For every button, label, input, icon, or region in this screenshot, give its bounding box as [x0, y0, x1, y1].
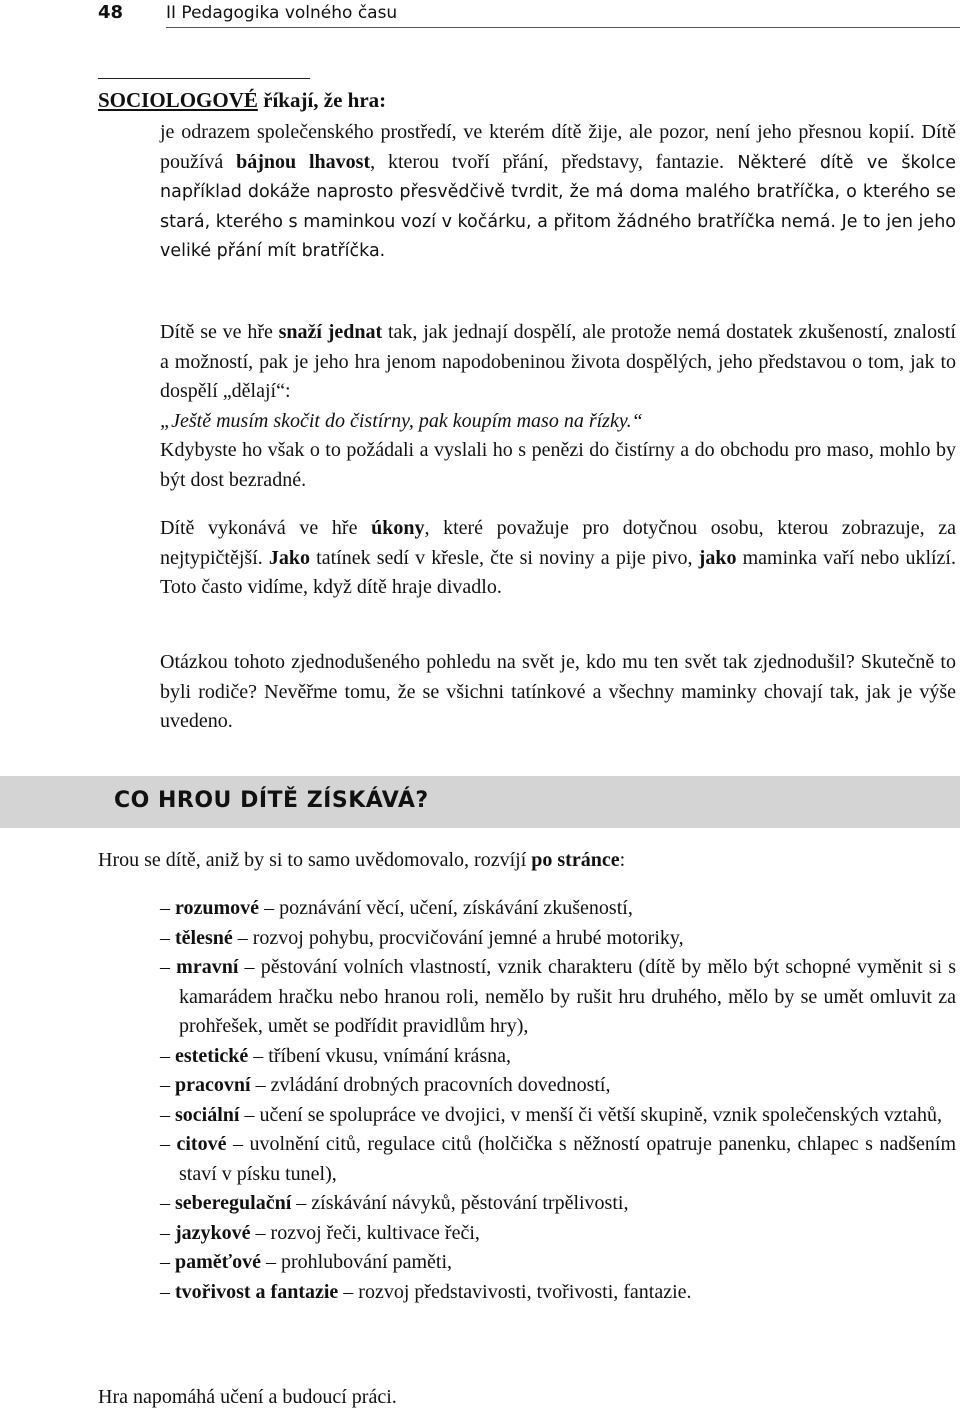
section-heading	[98, 88, 386, 113]
list-desc: prohlubování paměti,	[280, 1251, 453, 1273]
p3-text-c: tatínek sedí v křesle, čte si noviny a pije pivo,	[310, 546, 699, 569]
running-title: II Pedagogika volného času	[166, 3, 398, 23]
list-item	[160, 953, 956, 1042]
heading-underlined: SOCIOLOGOVÉ	[98, 88, 258, 112]
p2-text-c: Kdybyste ho však o to požádali a vyslali ho s penězi do čistírny a do obchodu pro maso, mohlo by být dost bezradné.	[160, 439, 956, 491]
page-number: 48	[98, 2, 124, 23]
paragraph-3	[160, 514, 956, 603]
p3-text-b: , které považuje pro dotyčnou osobu, kterou zobrazuje, za nejtypičtější.	[160, 517, 956, 569]
p3-text-d: maminka vaří nebo uklízí. Toto často vidíme, když dítě hraje divadlo.	[160, 546, 956, 598]
paragraph-4: Otázkou tohoto zjednodušeného pohledu na svět je, kdo mu ten svět tak zjednodušil? Skutečně to byli rodiče? Nevěřme tomu, že se všichni tatínkové a všechny maminky chovají tak, jak je výše uvedeno.	[160, 651, 956, 732]
dash-bullet: –	[160, 1044, 175, 1067]
dash-bullet: –	[160, 1133, 177, 1155]
intro-text-b: :	[619, 849, 626, 871]
list-item	[160, 1101, 956, 1131]
list-separator: –	[260, 1251, 281, 1273]
list-item	[160, 1278, 956, 1308]
list-term: citové	[176, 1133, 227, 1155]
list-desc: učení se spolupráce ve dvojici, v menší či větší skupině, vznik společenských vztahů,	[259, 1103, 943, 1126]
list-separator: –	[250, 1221, 271, 1244]
list-desc: rozvoj představivosti, tvořivosti, fantazie.	[358, 1280, 692, 1303]
paragraph-2	[160, 318, 956, 495]
closing-sentence: Hra napomáhá učení a budoucí práci.	[98, 1386, 397, 1408]
list-item	[160, 1042, 956, 1072]
list-term: jazykové	[175, 1221, 251, 1244]
list-separator: –	[250, 1074, 271, 1096]
list-desc: pěstování volních vlastností, vznik charakteru (dítě by mělo být schopné vyměnit si s kamarádem hračku nebo hranou roli, nemělo by rušit hru druhého, mělo by se umět omluvit za prohřešek, umět se podřídit pravidlům hry),	[179, 956, 957, 1037]
intro-text-a: Hrou se dítě, aniž by si to samo uvědomovalo, rozvíjí	[98, 849, 532, 871]
dash-bullet: –	[160, 1074, 175, 1096]
list-item	[160, 1248, 956, 1278]
intro-bold: po stránce	[531, 849, 620, 871]
list-term: pracovní	[175, 1074, 251, 1096]
list-term: estetické	[175, 1044, 249, 1067]
list-term: sociální	[175, 1103, 240, 1126]
list-term: seberegulační	[175, 1192, 292, 1214]
list-term: tvořivost a fantazie	[175, 1280, 339, 1303]
p2-bold: snaží jednat	[278, 321, 383, 343]
list-item	[160, 894, 956, 924]
heading-rest: říkají, že hra:	[257, 88, 387, 112]
development-list	[160, 894, 956, 1307]
p2-text-a: Dítě se ve hře	[160, 321, 279, 343]
p1-bold: bájnou lhavost	[236, 150, 371, 173]
list-separator: –	[226, 1133, 250, 1155]
list-term: rozumové	[175, 897, 260, 919]
list-separator: –	[259, 897, 280, 919]
list-item	[160, 1130, 956, 1189]
list-term: mravní	[176, 956, 239, 978]
list-item	[160, 1071, 956, 1101]
dash-bullet: –	[160, 1103, 175, 1126]
list-desc: rozvoj pohybu, procvičování jemné a hrubé motoriky,	[252, 926, 684, 949]
p1-sans-text: Některé dítě ve školce například dokáže naprosto přesvědčivě tvrdit, že má doma malého bratříčka, o kterého se stará, kterého s maminkou vozí v kočárku, a přitom žádného bratříčka nemá. Je to jen jeho veliké přání mít bratříčka.	[160, 152, 957, 261]
list-separator: –	[232, 926, 253, 949]
list-desc: tříbení vkusu, vnímání krásna,	[268, 1044, 512, 1067]
dash-bullet: –	[160, 1251, 175, 1273]
list-separator: –	[338, 1280, 359, 1303]
list-separator: –	[291, 1192, 312, 1214]
list-desc: zvládání drobných pracovních dovedností,	[270, 1074, 611, 1096]
p3-bold-1: úkony	[371, 517, 425, 539]
p3-bold-2: Jako	[268, 546, 311, 569]
list-desc: rozvoj řeči, kultivace řeči,	[270, 1221, 480, 1244]
intro-paragraph	[98, 846, 958, 876]
p3-text-a: Dítě vykonává ve hře	[160, 517, 372, 539]
section-title: CO HROU DÍTĚ ZÍSKÁVÁ?	[114, 788, 429, 813]
list-item	[160, 1189, 956, 1219]
list-separator: –	[248, 1044, 269, 1067]
list-item	[160, 1219, 956, 1249]
list-item	[160, 924, 956, 954]
paragraph-1	[160, 118, 956, 267]
dash-bullet: –	[160, 956, 177, 978]
dash-bullet: –	[160, 926, 175, 949]
dash-bullet: –	[160, 1192, 175, 1214]
heading-rule	[98, 78, 310, 79]
list-separator: –	[239, 1103, 260, 1126]
dash-bullet: –	[160, 1280, 175, 1303]
p3-bold-3: jako	[698, 546, 737, 569]
list-separator: –	[238, 956, 261, 978]
dash-bullet: –	[160, 1221, 175, 1244]
dash-bullet: –	[160, 897, 175, 919]
p2-quote: „Ještě musím skočit do čistírny, pak koupím maso na řízky.“	[160, 409, 643, 432]
p1-text-b: , kterou tvoří přání, představy, fantazie.	[370, 150, 724, 173]
list-desc: získávání návyků, pěstování trpělivosti,	[311, 1192, 629, 1214]
list-term: tělesné	[175, 926, 233, 949]
header-rule	[166, 27, 960, 28]
p2-text-b: tak, jak jednají dospělí, ale protože nemá dostatek zkušeností, znalostí a možností, pak je jeho hra jenom napodobeninou života dospělých, jeho představou o tom, jak to dospělí „dělají“:	[160, 321, 956, 402]
list-desc: poznávání věcí, učení, získávání zkušeností,	[279, 897, 633, 919]
list-desc: uvolnění citů, regulace citů (holčička s něžností opatruje panenku, chlapec s nadšením staví v písku tunel),	[179, 1133, 957, 1185]
p1-text-a: je odrazem společenského prostředí, ve kterém dítě žije, ale pozor, není jeho přesnou kopií. Dítě používá	[160, 121, 956, 173]
list-term: paměťové	[175, 1251, 261, 1273]
